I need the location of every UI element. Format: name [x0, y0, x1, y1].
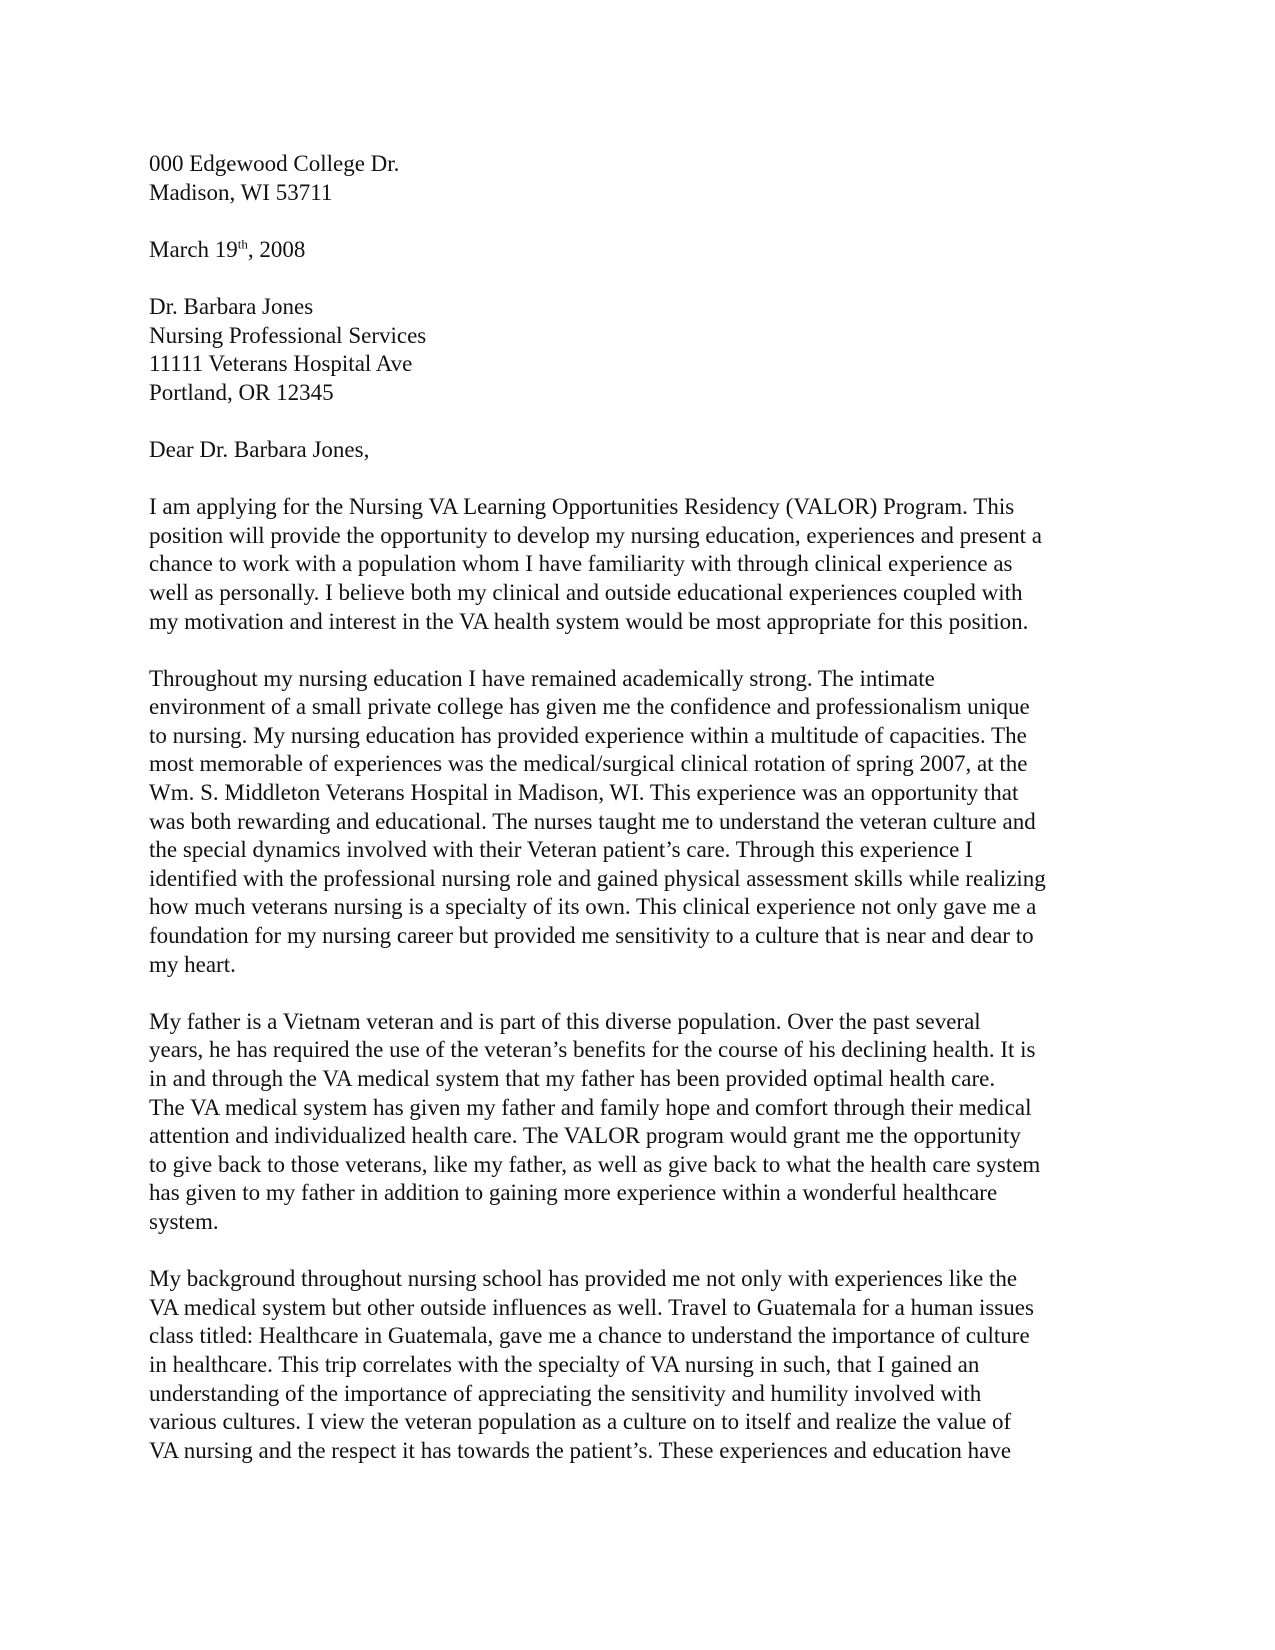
- paragraph-line: was both rewarding and educational. The nurses taught me to understand the veteran culture and: [149, 808, 1036, 834]
- paragraph-line: system.: [149, 1208, 219, 1234]
- salutation-text: Dear Dr. Barbara Jones,: [149, 436, 370, 462]
- paragraph-line: environment of a small private college has given me the confidence and professionalism unique: [149, 694, 1030, 720]
- paragraph-1: [149, 493, 1129, 636]
- recipient-name: Dr. Barbara Jones: [149, 293, 314, 319]
- recipient-department: Nursing Professional Services: [149, 322, 427, 348]
- letter-body: [149, 150, 1129, 1465]
- paragraph-2: [149, 665, 1129, 980]
- paragraph-line: position will provide the opportunity to develop my nursing education, experiences and present a: [149, 522, 1042, 548]
- sender-address: [149, 150, 1129, 207]
- paragraph-line: my heart.: [149, 951, 236, 977]
- sender-street: 000 Edgewood College Dr.: [149, 151, 400, 176]
- letter-date: [149, 236, 1129, 265]
- paragraph-line: My background throughout nursing school has provided me not only with experiences like the: [149, 1266, 1018, 1292]
- recipient-address: [149, 293, 1129, 407]
- paragraph-line: to give back to those veterans, like my father, as well as give back to what the health care system: [149, 1151, 1041, 1177]
- paragraph-line: foundation for my nursing career but provided me sensitivity to a culture that is near and dear to: [149, 923, 1034, 949]
- paragraph-4: [149, 1265, 1129, 1465]
- paragraph-line: understanding of the importance of appreciating the sensitivity and humility involved with: [149, 1380, 982, 1406]
- paragraph-line: in healthcare. This trip correlates with the specialty of VA nursing in such, that I gained an: [149, 1351, 980, 1377]
- paragraph-line: most memorable of experiences was the medical/surgical clinical rotation of spring 2007, at the: [149, 751, 1028, 777]
- paragraph-3: [149, 1008, 1129, 1237]
- sender-city-state-zip: Madison, WI 53711: [149, 179, 333, 205]
- paragraph-line: VA nursing and the respect it has towards the patient’s. These experiences and education have: [149, 1437, 1012, 1463]
- paragraph-line: I am applying for the Nursing VA Learning Opportunities Residency (VALOR) Program. This: [149, 494, 1015, 520]
- paragraph-line: attention and individualized health care. The VALOR program would grant me the opportunity: [149, 1123, 1021, 1149]
- recipient-street: 11111 Veterans Hospital Ave: [149, 351, 413, 377]
- paragraph-line: in and through the VA medical system that my father has been provided optimal health care.: [149, 1066, 996, 1091]
- paragraph-line: how much veterans nursing is a specialty of its own. This clinical experience not only gave me a: [149, 894, 1037, 920]
- paragraph-line: class titled: Healthcare in Guatemala, gave me a chance to understand the importance of culture: [149, 1323, 1030, 1349]
- recipient-city-state-zip: Portland, OR 12345: [149, 379, 334, 405]
- date-ordinal-suffix: th: [237, 236, 248, 252]
- date-year: , 2008: [247, 236, 306, 262]
- paragraph-line: My father is a Vietnam veteran and is part of this diverse population. Over the past several: [149, 1008, 981, 1034]
- paragraph-line: chance to work with a population whom I have familiarity with through clinical experience as: [149, 551, 1013, 577]
- salutation: [149, 436, 1129, 465]
- paragraph-line: my motivation and interest in the VA health system would be most appropriate for this position.: [149, 608, 1029, 634]
- paragraph-line: has given to my father in addition to gaining more experience within a wonderful healthcare: [149, 1180, 998, 1206]
- paragraph-line: well as personally. I believe both my clinical and outside educational experiences coupled with: [149, 579, 1023, 605]
- paragraph-line: Wm. S. Middleton Veterans Hospital in Madison, WI. This experience was an opportunity that: [149, 780, 1019, 806]
- paragraph-line: identified with the professional nursing role and gained physical assessment skills while realizing: [149, 865, 1046, 891]
- date-month-day: March 19: [149, 236, 238, 262]
- paragraph-line: VA medical system but other outside influences as well. Travel to Guatemala for a human issues: [149, 1294, 1034, 1320]
- paragraph-line: various cultures. I view the veteran population as a culture on to itself and realize the value of: [149, 1409, 1012, 1435]
- paragraph-line: to nursing. My nursing education has provided experience within a multitude of capacities. The: [149, 722, 1027, 748]
- paragraph-line: The VA medical system has given my father and family hope and comfort through their medical: [149, 1094, 1032, 1120]
- paragraph-line: the special dynamics involved with their Veteran patient’s care. Through this experience I: [149, 837, 973, 863]
- paragraph-line: Throughout my nursing education I have remained academically strong. The intimate: [149, 665, 935, 691]
- paragraph-line: years, he has required the use of the veteran’s benefits for the course of his declining health. It is: [149, 1037, 1036, 1063]
